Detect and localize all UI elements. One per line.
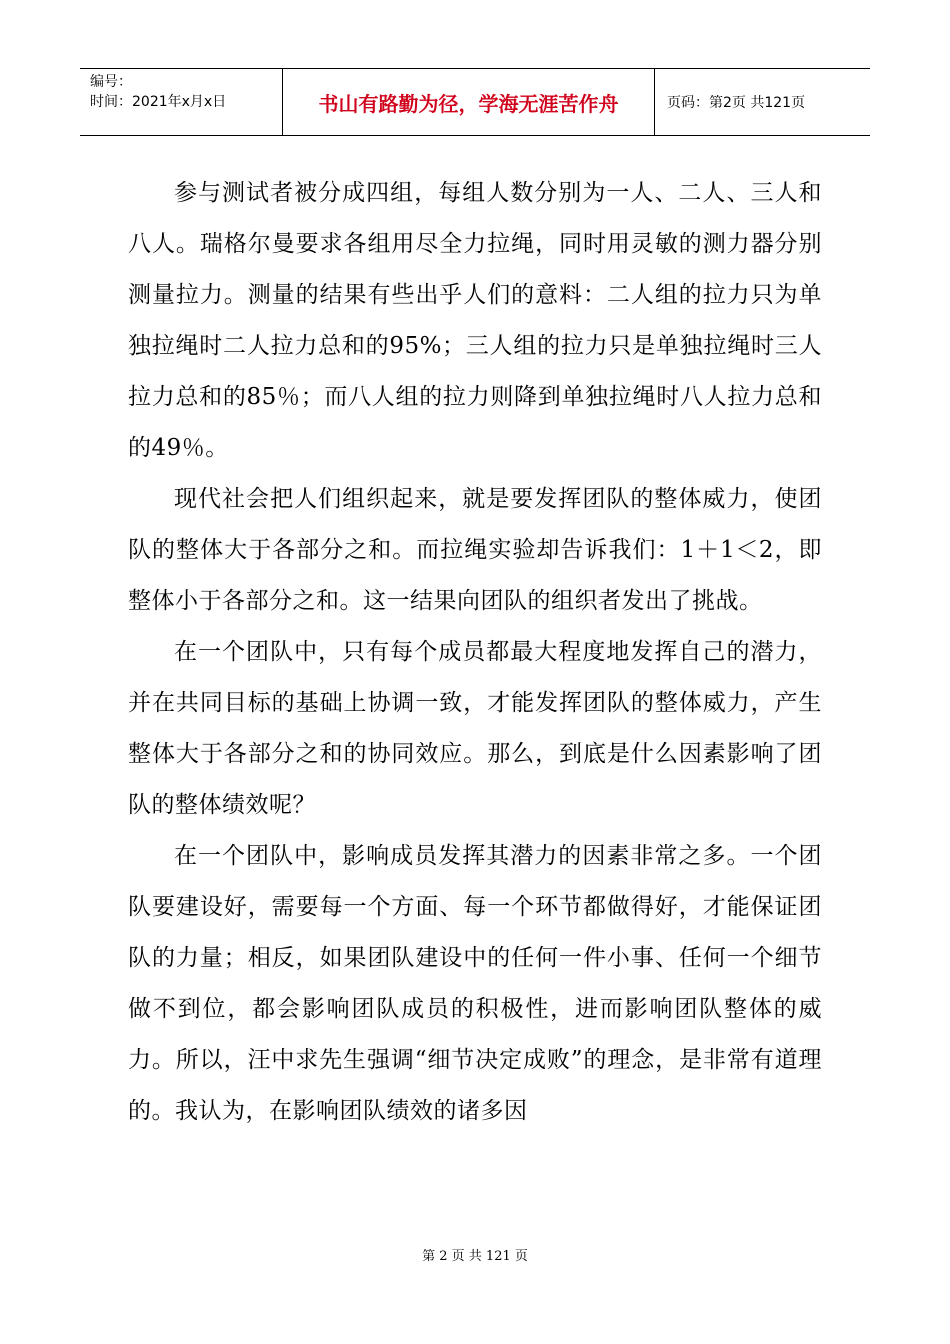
page-header [80, 68, 870, 136]
paragraph-2: 现代社会把人们组织起来，就是要发挥团队的整体威力，使团队的整体大于各部分之和。而拉绳实验却告诉我们：1＋1＜2，即整体小于各部分之和。这一结果向团队的组织者发出了挑战。 [128, 486, 822, 614]
header-page-code: 页码：第2页 共121页 [667, 95, 806, 111]
paragraph-4: 在一个团队中，影响成员发挥其潜力的因素非常之多。一个团队要建设好，需要每一个方面、每一个环节都做得好，才能保证团队的力量；相反，如果团队建设中的任何一件小事、任何一个细节做不到位，都会影响团队成员的积极性，进而影响团队整体的威力。所以，汪中求先生强调“细节决定成败”的理念，是非常有道理的。我认为，在影响团队绩效的诸多因 [128, 843, 822, 1124]
number-label: 编号： [90, 74, 132, 90]
date-label: 时间：2021年x月x日 [90, 94, 227, 110]
header-meta [80, 69, 283, 135]
document-body [128, 168, 822, 1137]
page-footer: 第 2 页 共 121 页 [422, 1249, 528, 1264]
header-motto: 书山有路勤为径，学海无涯苦作舟 [283, 69, 655, 135]
paragraph-3: 在一个团队中，只有每个成员都最大程度地发挥自己的潜力，并在共同目标的基础上协调一致，才能发挥团队的整体威力，产生整体大于各部分之和的协同效应。那么，到底是什么因素影响了团队的整体绩效呢？ [128, 639, 822, 818]
paragraph-1: 参与测试者被分成四组，每组人数分别为一人、二人、三人和八人。瑞格尔曼要求各组用尽全力拉绳，同时用灵敏的测力器分别测量拉力。测量的结果有些出乎人们的意料：二人组的拉力只为单独拉绳时二人拉力总和的95%；三人组的拉力只是单独拉绳时三人拉力总和的85％；而八人组的拉力则降到单独拉绳时八人拉力总和的49％。 [128, 180, 822, 461]
